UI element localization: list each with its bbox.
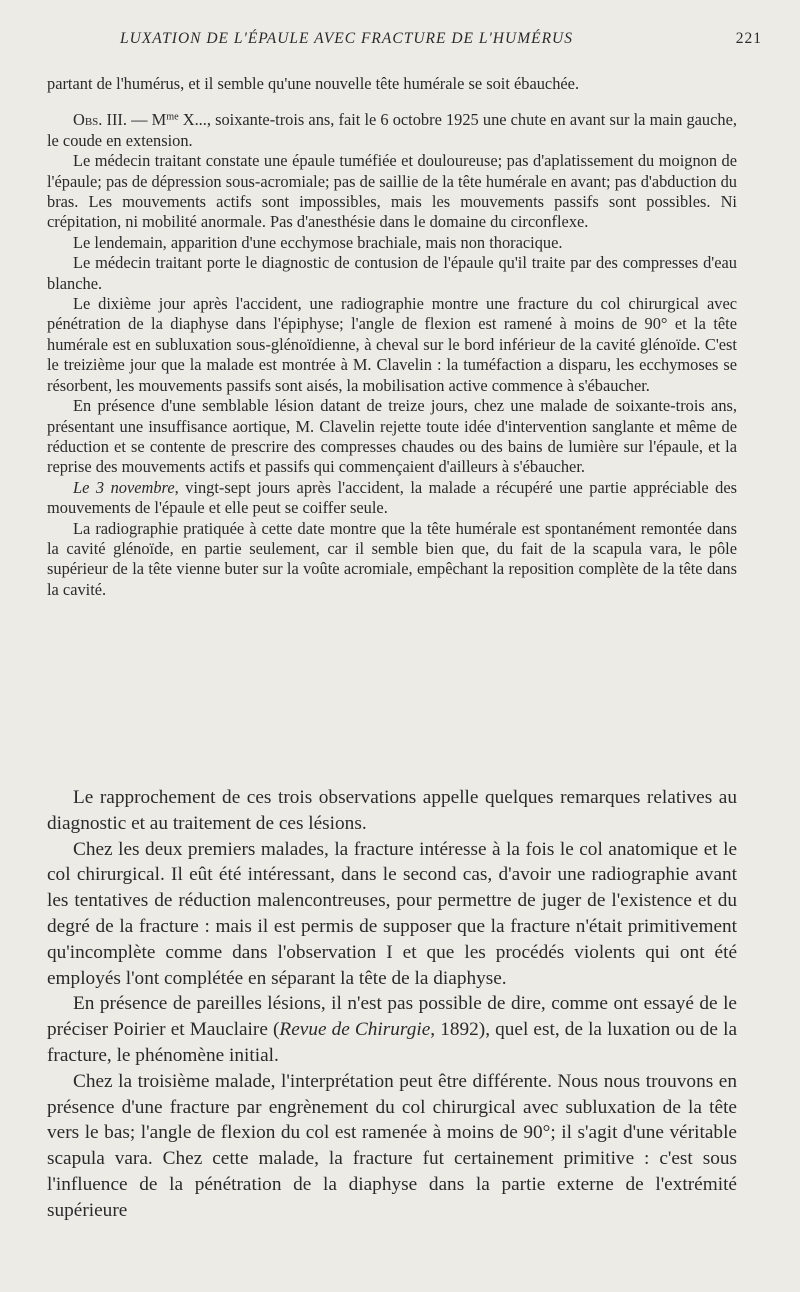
- observation-text: [47, 74, 737, 600]
- observation-intro: X..., soixante-trois ans, fait le 6 octobre 1925 une chute en avant sur la main gauche, le coude en extension.: [47, 110, 737, 150]
- paragraph: Le médecin traitant porte le diagnostic de contusion de l'épaule qu'il traite par des compresses d'eau blanche.: [47, 253, 737, 293]
- running-title: LUXATION DE L'ÉPAULE AVEC FRACTURE DE L'HUMÉRUS: [120, 30, 573, 47]
- paragraph: En présence d'une semblable lésion datant de treize jours, chez une malade de soixante-trois ans, présentant une insuffisance aortique, M. Clavelin rejette toute idée d'intervention sanglante et même de réduction et se contente de prescrire des compresses chaudes ou des bains de lumière sur l'épaule, et la reprise des mouvements actifs et passifs qui commençaient d'ailleurs à s'ébaucher.: [47, 396, 737, 477]
- paragraph: Le dixième jour après l'accident, une radiographie montre une fracture du col chirurgical avec pénétration de la diaphyse dans l'épiphyse; l'angle de flexion est ramené à moins de 90° et la tête humérale est en subluxation sous-glénoïdienne, à cheval sur le bord inférieur de la cavité glénoïde. C'est le treizième jour que la malade est montrée à M. Clavelin : la tuméfaction a disparu, les ecchymoses se résorbent, les mouvements passifs sont aisés, la mobilisation active commence à s'ébaucher.: [47, 294, 737, 395]
- paragraph: [47, 991, 737, 1068]
- date-italic: Le 3 novembre: [73, 477, 175, 497]
- observation-dash: — M: [126, 110, 167, 130]
- paragraph: [47, 478, 737, 519]
- paragraph-part: En présence de pareilles lésions, il n'est pas possible de dire, comme ont essayé de le préciser Poirier et Mauclaire (: [47, 993, 737, 1041]
- observation-heading-paragraph: [47, 110, 737, 151]
- paragraph: Le médecin traitant constate une épaule tuméfiée et douloureuse; pas d'aplatissement du moignon de l'épaule; pas de dépression sous-acromiale; pas de saillie de la tête humérale en avant; pas d'abduction du bras. Les mouvements actifs sont impossibles, mais les mouvements passifs sont possibles. Ni crépitation, ni mobilité anormale. Pas d'anesthésie dans le domaine du circonflexe.: [47, 151, 737, 232]
- paragraph: Chez les deux premiers malades, la fracture intéresse à la fois le col anatomique et le col chirurgical. Il eût été intéressant, dans le second cas, d'avoir une radiographie avant les tentatives de réduction malencontreuses, pour permettre de juger de l'existence et du degré de la fracture : mais il est permis de supposer que la fracture n'était primitivement qu'incomplète comme dans l'observation I et que les procédés violents qui ont été employés l'ont complétée en séparant la tête de la diaphyse.: [47, 838, 737, 989]
- paragraph: La radiographie pratiquée à cette date montre que la tête humérale est spontanément remontée dans la cavité glénoïde, en partie seulement, car il semble bien que, du fait de la scapula vara, le pôle supérieur de la tête vienne buter sur la voûte acromiale, empêchant la reposition complète de la tête dans la cavité.: [47, 518, 737, 599]
- paragraph-rest: , vingt-sept jours après l'accident, la malade a récupéré une partie appréciable des mouvements de l'épaule et elle peut se coiffer seule.: [47, 477, 737, 518]
- paragraph: Le lendemain, apparition d'une ecchymose brachiale, mais non thoracique.: [73, 232, 563, 252]
- journal-title: Revue de Chirurgie: [279, 1019, 431, 1041]
- paragraph-part: , 1892), quel est, de la luxation ou de la fracture, le phénomène initial.: [47, 1019, 738, 1066]
- paragraph: partant de l'humérus, et il semble qu'une nouvelle tête humérale se soit ébauchée.: [47, 74, 580, 93]
- page-number: 221: [735, 30, 762, 47]
- paragraph: Le rapprochement de ces trois observations appelle quelques remarques relatives au diagnostic et au traitement de ces lésions.: [47, 787, 737, 834]
- observation-label: Obs. III.: [73, 110, 127, 130]
- discussion-text: [47, 785, 737, 1224]
- page-header: [40, 30, 762, 52]
- paragraph: Chez la troisième malade, l'interprétation peut être différente. Nous nous trouvons en présence d'une fracture par engrènement du col chirurgical avec subluxation de la tête vers le bas; l'angle de flexion du col est ramenée à moins de 90°; il s'agit d'une véritable scapula vara. Chez cette malade, la fracture fut certainement primitive : c'est sous l'influence de la pénétration de la diaphyse dans la partie externe de l'extrémité supérieure: [47, 1070, 737, 1221]
- observation-superscript: me: [166, 111, 179, 123]
